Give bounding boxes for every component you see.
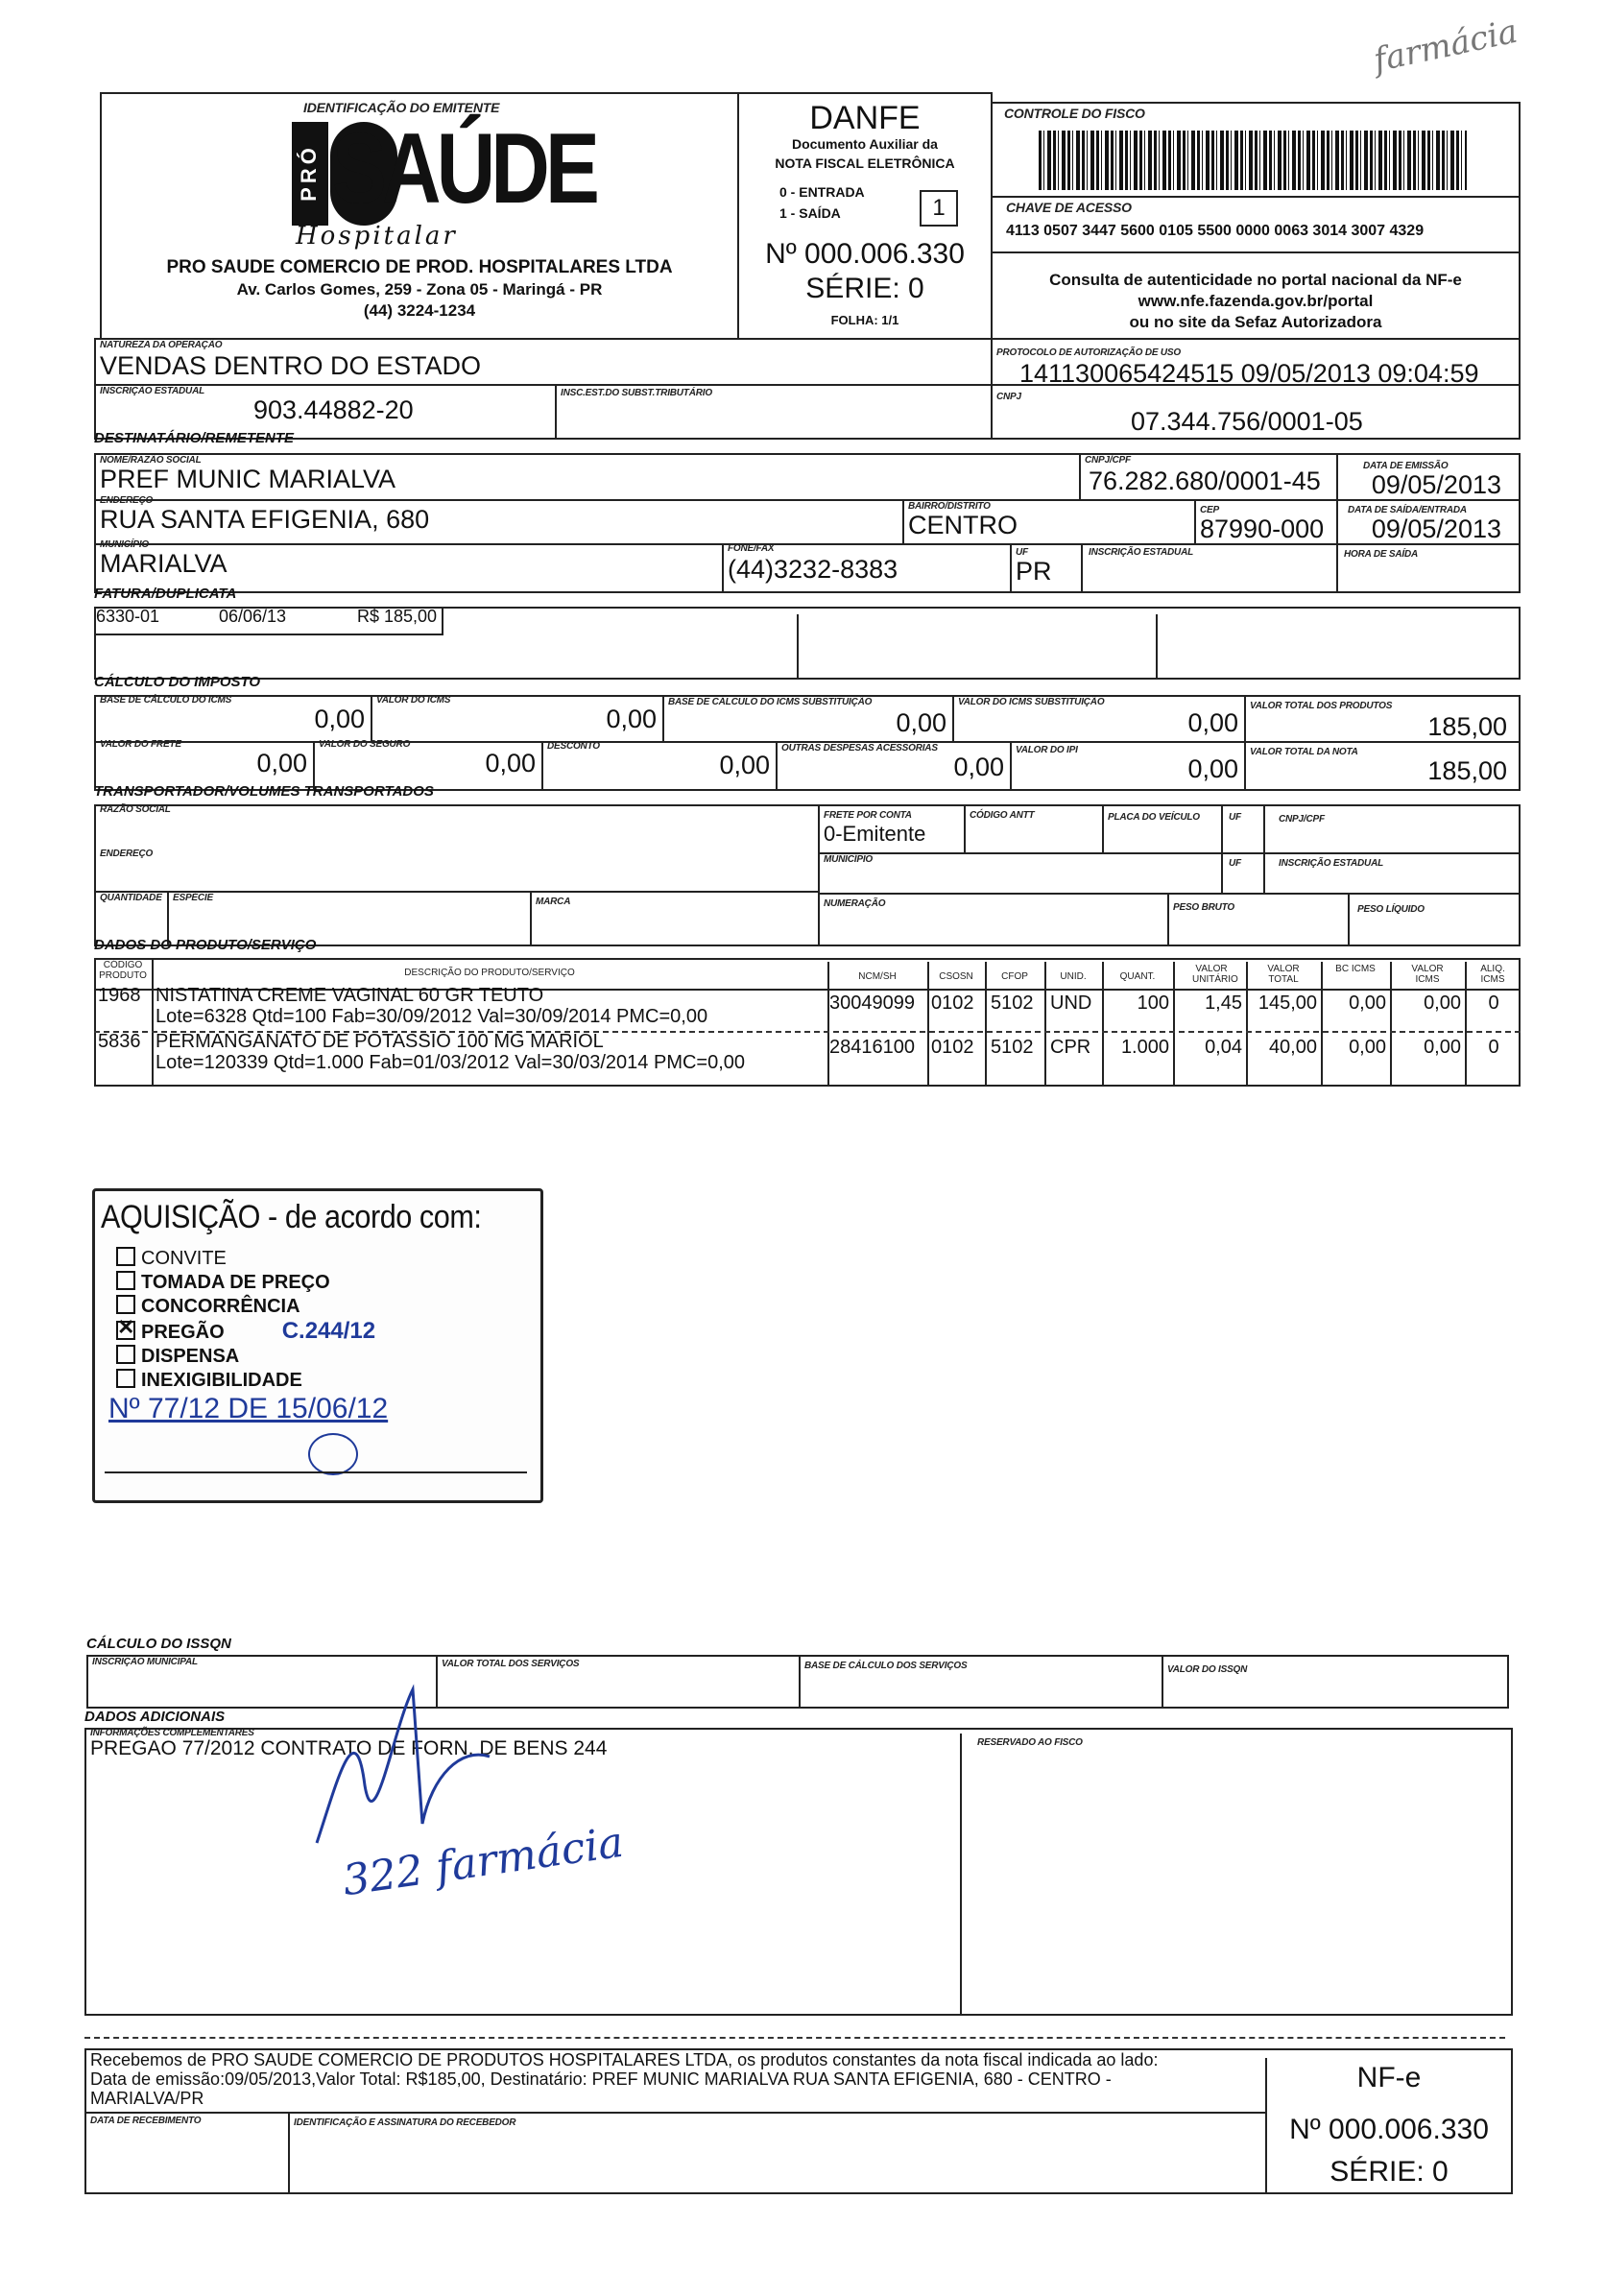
- produtos-section: DADOS DO PRODUTO/SERVIÇO: [94, 937, 317, 953]
- ie-label: INSCRIÇÃO ESTADUAL: [100, 386, 204, 396]
- option-dispensa: [116, 1345, 330, 1369]
- dest-saida-label: DATA DE SAÍDA/ENTRADA: [1348, 505, 1467, 515]
- stamp-contract: C.244/12: [281, 1318, 376, 1344]
- info-label: INFORMAÇÕES COMPLEMENTARES: [90, 1728, 254, 1738]
- danfe-subtitle2: NOTA FISCAL ELETRÔNICA: [775, 155, 955, 171]
- stamp-initials: [308, 1433, 358, 1475]
- option-inexigibilidade-label: INEXIGIBILIDADE: [141, 1370, 302, 1391]
- dest-nome-label: NOME/RAZÃO SOCIAL: [100, 455, 202, 466]
- issqn-box: [86, 1655, 1509, 1709]
- cut-line: [84, 2037, 1505, 2039]
- row1-csosn: 0102: [931, 993, 974, 1014]
- col-codigo: CÓDIGO PRODUTO: [99, 960, 147, 981]
- stamp-title: AQUISIÇÃO - de acordo com:: [101, 1199, 482, 1235]
- row2-unitario: 0,04: [1205, 1037, 1242, 1058]
- ie-st-label: INSC.EST.DO SUBST.TRIBUTÁRIO: [561, 388, 712, 398]
- outras-label: OUTRAS DESPESAS ACESSÓRIAS: [781, 743, 938, 753]
- issqn-valor-label: VALOR DO ISSQN: [1167, 1664, 1248, 1675]
- base-icms-label: BASE DE CÁLCULO DO ICMS: [100, 695, 232, 706]
- base-st-label: BASE DE CÁLCULO DO ICMS SUBSTITUIÇÃO: [668, 697, 873, 707]
- dest-emissao: 09/05/2013: [1371, 470, 1501, 499]
- option-tomada: [116, 1271, 330, 1295]
- dest-cep-label: CEP: [1200, 505, 1219, 515]
- reservado-label: RESERVADO AO FISCO: [977, 1737, 1083, 1748]
- fatura-vencimento: 06/06/13: [219, 607, 287, 626]
- transp-antt-label: CÓDIGO ANTT: [970, 810, 1035, 821]
- option-concorrencia: [116, 1295, 330, 1319]
- emitter-address: Av. Carlos Gomes, 259 - Zona 05 - Maringá - PR: [236, 280, 603, 299]
- imposto-section: CÁLCULO DO IMPOSTO: [94, 674, 261, 690]
- seguro: 0,00: [485, 749, 536, 777]
- dest-municipio: MARIALVA: [100, 549, 228, 578]
- chave-acesso: 4113 0507 3447 5600 0105 5500 0000 0063 3014 3007 4329: [1006, 223, 1425, 239]
- row2-quant: 1.000: [1120, 1037, 1169, 1058]
- row2-lote: Lote=120339 Qtd=1.000 Fab=01/03/2012 Val=30/03/2014 PMC=0,00: [156, 1052, 746, 1073]
- logo-hospitalar: Hospitalar: [296, 222, 458, 251]
- natureza-label: NATUREZA DA OPERAÇÃO: [100, 340, 223, 350]
- option-tomada-label: TOMADA DE PREÇO: [141, 1272, 330, 1293]
- option-pregao: [116, 1315, 376, 1345]
- col-aliq: ALIQ. ICMS: [1480, 964, 1505, 985]
- option-convite: [116, 1247, 330, 1271]
- consulta-line1: Consulta de autenticidade no portal nacional da NF-e: [1049, 271, 1462, 289]
- emitter-phone: (44) 3224-1234: [363, 301, 476, 320]
- canhoto-text2: Data de emissão:09/05/2013,Valor Total: R$185,00, Destinatário: PREF MUNIC MARIALVA RUA SANTA EFIGENIA, 680 - CENTRO -: [90, 2069, 1112, 2089]
- dest-emissao-label: DATA DE EMISSÃO: [1363, 461, 1449, 471]
- barcode: [1039, 131, 1467, 190]
- issqn-im-label: INSCRIÇÃO MUNICIPAL: [92, 1657, 198, 1667]
- danfe-number: Nº 000.006.330: [765, 238, 965, 270]
- row1-lote: Lote=6328 Qtd=100 Fab=30/09/2012 Val=30/09/2014 PMC=0,00: [156, 1006, 708, 1027]
- canhoto-text1: Recebemos de PRO SAUDE COMERCIO DE PRODUTOS HOSPITALARES LTDA, os produtos constantes da nota fiscal indicada ao lado:: [90, 2050, 1159, 2069]
- option-concorrencia-label: CONCORRÊNCIA: [141, 1296, 300, 1317]
- frete: 0,00: [256, 749, 307, 777]
- transp-marca-label: MARCA: [536, 897, 571, 907]
- company-logo: [290, 113, 595, 251]
- emitter-name: PRO SAUDE COMERCIO DE PROD. HOSPITALARES LTDA: [166, 257, 673, 277]
- ipi-label: VALOR DO IPI: [1016, 745, 1078, 755]
- transp-especie-label: ESPÉCIE: [173, 893, 213, 903]
- danfe-subtitle1: Documento Auxiliar da: [792, 136, 938, 152]
- danfe-title: DANFE: [809, 100, 921, 136]
- valor-st-label: VALOR DO ICMS SUBSTITUIÇÃO: [958, 697, 1105, 707]
- canhoto-serie: SÉRIE: 0: [1330, 2156, 1449, 2188]
- col-bc: BC ICMS: [1335, 964, 1376, 974]
- col-ncm: NCM/SH: [858, 971, 897, 982]
- row1-codigo: 1968: [98, 985, 141, 1006]
- row1-total: 145,00: [1258, 993, 1317, 1014]
- row1-ncm: 30049099: [829, 993, 915, 1014]
- transp-peso-liquido-label: PESO LÍQUIDO: [1357, 904, 1425, 915]
- issqn-servicos-label: VALOR TOTAL DOS SERVIÇOS: [442, 1659, 580, 1669]
- dest-endereco-label: ENDEREÇO: [100, 495, 154, 506]
- checkbox-icon: [116, 1345, 135, 1364]
- total-produtos-label: VALOR TOTAL DOS PRODUTOS: [1250, 701, 1393, 711]
- valor-st: 0,00: [1187, 708, 1238, 737]
- row2-ncm: 28416100: [829, 1037, 915, 1058]
- checkbox-icon: [116, 1247, 135, 1266]
- transp-cnpj-label: CNPJ/CPF: [1279, 814, 1325, 825]
- danfe-saida: 1 - SAÍDA: [779, 205, 841, 221]
- canhoto-text3: MARIALVA/PR: [90, 2089, 204, 2108]
- row2-cfop: 5102: [991, 1037, 1034, 1058]
- dest-uf-label: UF: [1016, 547, 1028, 558]
- dest-uf: PR: [1016, 557, 1052, 586]
- col-total: VALOR TOTAL: [1267, 964, 1300, 985]
- transp-razao-label: RAZÃO SOCIAL: [100, 804, 171, 815]
- dest-cep: 87990-000: [1200, 514, 1325, 543]
- issqn-section: CÁLCULO DO ISSQN: [86, 1636, 231, 1652]
- col-unitario: VALOR UNITÁRIO: [1192, 964, 1238, 985]
- total-nota: 185,00: [1427, 756, 1507, 785]
- transp-uf-label: UF: [1229, 812, 1241, 823]
- checkbox-icon: [116, 1369, 135, 1388]
- checkbox-icon: [116, 1295, 135, 1314]
- transp-municipio-label: MUNICÍPIO: [824, 854, 873, 865]
- protocolo-label: PROTOCOLO DE AUTORIZAÇÃO DE USO: [996, 347, 1181, 358]
- ie-value: 903.44882-20: [253, 395, 414, 424]
- dest-hora-label: HORA DE SAÍDA: [1344, 549, 1419, 560]
- dest-cnpj: 76.282.680/0001-45: [1089, 466, 1321, 495]
- transp-frete: 0-Emitente: [824, 822, 926, 846]
- checkbox-checked-icon: ✕: [117, 1315, 135, 1339]
- acquisition-stamp: [92, 1188, 543, 1503]
- info-text: PREGAO 77/2012 CONTRATO DE FORN. DE BENS 244: [90, 1737, 608, 1759]
- logo-saude: SAÚDE: [332, 113, 595, 225]
- row2-aliq: 0: [1488, 1037, 1499, 1058]
- stamp-number: Nº 77/12 DE 15/06/12: [108, 1393, 389, 1424]
- dest-fone: (44)3232-8383: [728, 555, 898, 584]
- dest-cnpj-label: CNPJ/CPF: [1085, 455, 1131, 466]
- row1-descricao: NISTATINA CREME VAGINAL 60 GR TEUTO: [156, 985, 544, 1006]
- transp-ie-label: INSCRIÇÃO ESTADUAL: [1279, 858, 1383, 869]
- danfe-type-box: 1: [920, 190, 958, 227]
- dest-saida: 09/05/2013: [1371, 514, 1501, 543]
- option-dispensa-label: DISPENSA: [141, 1346, 240, 1367]
- danfe-entrada: 0 - ENTRADA: [779, 184, 865, 200]
- row1-bc: 0,00: [1349, 993, 1386, 1014]
- natureza-value: VENDAS DENTRO DO ESTADO: [100, 351, 482, 380]
- transp-endereco-label: ENDEREÇO: [100, 849, 154, 859]
- transp-quantidade-label: QUANTIDADE: [100, 893, 162, 903]
- emitter-section-label: IDENTIFICAÇÃO DO EMITENTE: [303, 100, 500, 115]
- dest-nome: PREF MUNIC MARIALVA: [100, 465, 396, 493]
- row1-vicms: 0,00: [1424, 993, 1461, 1014]
- valor-icms-label: VALOR DO ICMS: [376, 695, 451, 706]
- dest-bairro-label: BAIRRO/DISTRITO: [908, 501, 991, 512]
- row2-codigo: 5836: [98, 1031, 141, 1052]
- data-recebimento-label: DATA DE RECEBIMENTO: [90, 2116, 202, 2126]
- consulta-line3: ou no site da Sefaz Autorizadora: [1129, 313, 1382, 331]
- total-produtos: 185,00: [1427, 712, 1507, 741]
- stamp-options: [116, 1247, 376, 1393]
- chave-label: CHAVE DE ACESSO: [1006, 200, 1132, 215]
- adicionais-section: DADOS ADICIONAIS: [84, 1709, 226, 1725]
- option-convite-label: CONVITE: [141, 1248, 227, 1269]
- outras: 0,00: [953, 753, 1004, 781]
- fatura-valor: R$ 185,00: [357, 607, 438, 626]
- adicionais-box: [84, 1728, 1513, 2016]
- col-cfop: CFOP: [1001, 971, 1028, 982]
- dest-municipio-label: MUNICÍPIO: [100, 539, 149, 550]
- transp-frete-label: FRETE POR CONTA: [824, 810, 912, 821]
- row1-aliq: 0: [1488, 993, 1499, 1014]
- option-inexigibilidade: [116, 1369, 330, 1393]
- protocolo-value: 141130065424515 09/05/2013 09:04:59: [1019, 359, 1479, 388]
- row2-total: 40,00: [1268, 1037, 1317, 1058]
- total-nota-label: VALOR TOTAL DA NOTA: [1250, 747, 1358, 757]
- base-st: 0,00: [896, 708, 946, 737]
- row2-descricao: PERMANGANATO DE POTASSIO 100 MG MARIOL: [156, 1031, 604, 1052]
- row1-unid: UND: [1050, 993, 1092, 1014]
- destinatario-section: DESTINATÁRIO/REMETENTE: [94, 430, 295, 446]
- transp-peso-bruto-label: PESO BRUTO: [1173, 902, 1234, 913]
- assinatura-label: IDENTIFICAÇÃO E ASSINATURA DO RECEBEDOR: [294, 2117, 516, 2128]
- transportador-section: TRANSPORTADOR/VOLUMES TRANSPORTADOS: [94, 783, 434, 800]
- transportador-box: [94, 804, 1521, 946]
- col-unid: UNID.: [1060, 971, 1087, 982]
- base-icms: 0,00: [314, 705, 365, 733]
- consulta-line2: www.nfe.fazenda.gov.br/portal: [1138, 292, 1374, 310]
- seguro-label: VALOR DO SEGURO: [319, 739, 411, 750]
- ipi: 0,00: [1187, 754, 1238, 783]
- canhoto-nfe: NF-e: [1356, 2062, 1422, 2093]
- row1-quant: 100: [1137, 993, 1169, 1014]
- logo-pro: PRÓ: [297, 144, 321, 202]
- row2-csosn: 0102: [931, 1037, 974, 1058]
- col-vicms: VALOR ICMS: [1411, 964, 1444, 985]
- row2-bc: 0,00: [1349, 1037, 1386, 1058]
- dest-fone-label: FONE/FAX: [728, 543, 775, 554]
- fatura-box: [94, 607, 1521, 680]
- transp-placa-label: PLACA DO VEÍCULO: [1108, 812, 1200, 823]
- transp-uf2-label: UF: [1229, 858, 1241, 869]
- checkbox-icon: [116, 1271, 135, 1290]
- danfe-serie: SÉRIE: 0: [805, 273, 924, 304]
- issqn-base-label: BASE DE CÁLCULO DOS SERVIÇOS: [804, 1661, 968, 1671]
- fatura-section: FATURA/DUPLICATA: [94, 586, 237, 602]
- top-scribble: farmácia: [1370, 12, 1521, 81]
- row2-vicms: 0,00: [1424, 1037, 1461, 1058]
- cnpj-label: CNPJ: [996, 392, 1021, 402]
- signature-icon: [307, 1670, 499, 1862]
- canhoto-numero: Nº 000.006.330: [1289, 2114, 1489, 2145]
- fatura-numero: 6330-01: [96, 607, 160, 626]
- col-descricao: DESCRIÇÃO DO PRODUTO/SERVIÇO: [404, 968, 575, 978]
- frete-label: VALOR DO FRETE: [100, 739, 181, 750]
- dest-bairro: CENTRO: [908, 511, 1018, 539]
- dest-ie-label: INSCRIÇÃO ESTADUAL: [1089, 547, 1193, 558]
- col-quant: QUANT.: [1119, 971, 1156, 982]
- desconto-label: DESCONTO: [547, 741, 600, 752]
- cnpj-value: 07.344.756/0001-05: [1131, 407, 1363, 436]
- controle-fisco-label: CONTROLE DO FISCO: [1004, 106, 1145, 121]
- row1-cfop: 5102: [991, 993, 1034, 1014]
- option-pregao-label: PREGÃO: [141, 1322, 225, 1343]
- desconto: 0,00: [719, 751, 770, 779]
- valor-icms: 0,00: [606, 705, 657, 733]
- dest-endereco: RUA SANTA EFIGENIA, 680: [100, 505, 430, 534]
- transp-numeracao-label: NUMERAÇÃO: [824, 898, 886, 909]
- row1-unitario: 1,45: [1205, 993, 1242, 1014]
- handwritten-note: 322 farmácia: [339, 1817, 627, 1906]
- row2-unid: CPR: [1050, 1037, 1091, 1058]
- col-csosn: CSOSN: [939, 971, 973, 982]
- danfe-folha: FOLHA: 1/1: [830, 313, 899, 327]
